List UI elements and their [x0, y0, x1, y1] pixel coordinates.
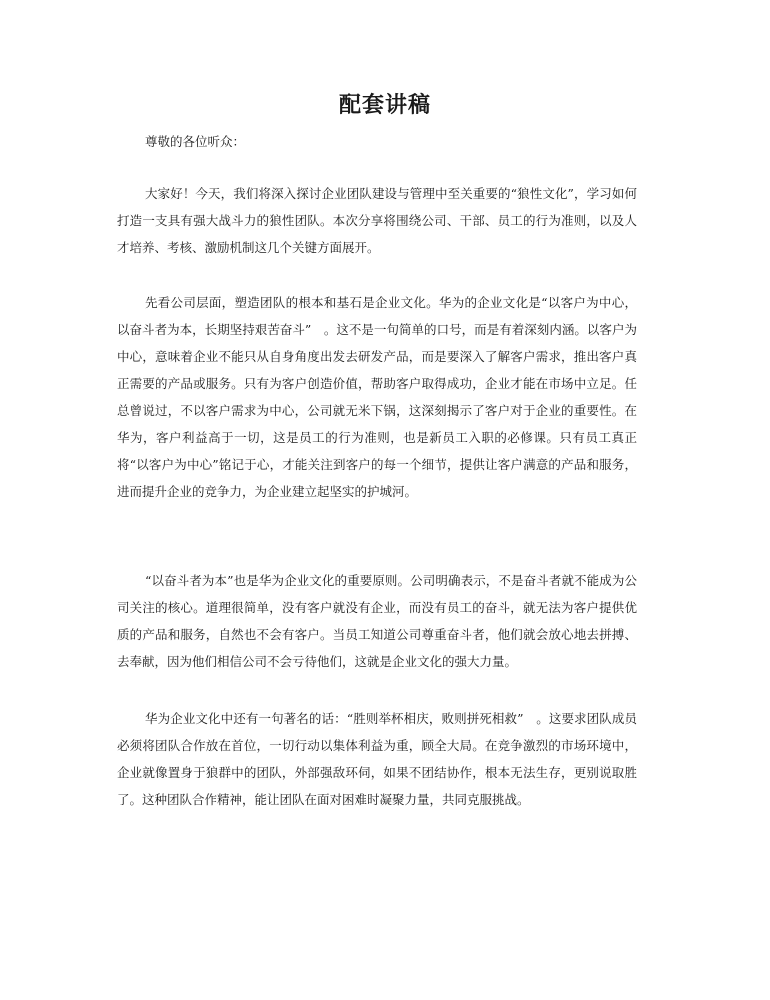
salutation: 尊敬的各位听众： — [145, 134, 246, 149]
paragraph-teamwork: 华为企业文化中还有一句著名的话：“胜则举杯相庆，败则拼死相救” 。这要求团队成员必须将团队合作放在首位，一切行动以集体利益为重，顾全大局。在竞争激烈的市场环境中，企业就像置身于狼群中的团队，外部强敌环伺，如果不团结协作，根本无法生存，更别说取胜了。这种团队合作精神，能让团队在面对困难时凝聚力量，共同克服挑战。 — [117, 711, 637, 807]
paragraph-strivers: “以奋斗者为本”也是华为企业文化的重要原则。公司明确表示，不是奋斗者就不能成为公司关注的核心。道理很简单，没有客户就没有企业，而没有员工的奋斗，就无法为客户提供优质的产品和服务，自然也不会有客户。当员工知道公司尊重奋斗者，他们就会放心地去拼搏、去奉献，因为他们相信公司不会亏待他们，这就是企业文化的强大力量。 — [117, 573, 637, 669]
paragraph-intro: 大家好！今天，我们将深入探讨企业团队建设与管理中至关重要的“狼性文化”，学习如何打造一支具有强大战斗力的狼性团队。本次分享将围绕公司、干部、员工的行为准则，以及人才培养、考核、激励机制这几个关键方面展开。 — [117, 186, 637, 255]
page-title: 配套讲稿 — [338, 92, 431, 118]
paragraph-company-culture: 先看公司层面，塑造团队的根本和基石是企业文化。华为的企业文化是“以客户为中心，以奋斗者为本，长期坚持艰苦奋斗” 。这不是一句简单的口号，而是有着深刻内涵。以客户为中心，意味着企业不能只从自身角度出发去研发产品，而是要深入了解客户需求，推出客户真正需要的产品或服务。只有为客户创造价值，帮助客户取得成功，企业才能在市场中立足。任总曾说过，不以客户需求为中心，公司就无米下锅，这深刻揭示了客户对于企业的重要性。在华为，客户利益高于一切，这是员工的行为准则，也是新员工入职的必修课。只有员工真正将“以客户为中心”铭记于心，才能关注到客户的每一个细节，提供让客户满意的产品和服务，进而提升企业的竞争力，为企业建立起坚实的护城河。 — [117, 295, 637, 499]
